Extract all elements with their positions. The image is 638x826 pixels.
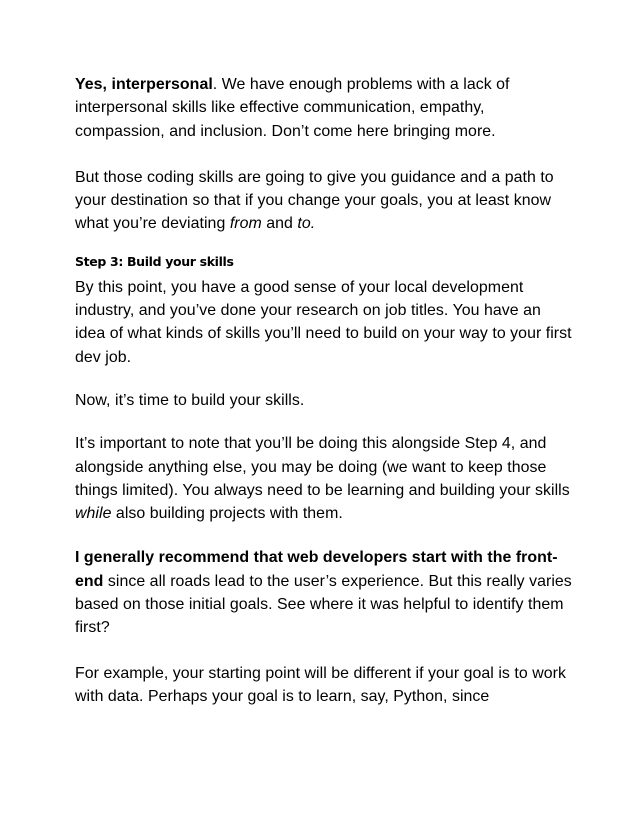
emphasis-to: to. — [297, 215, 316, 233]
paragraph-front-end-recommendation — [75, 546, 575, 639]
paragraph-front-end-bold: I generally recommend that web developers start with the front-end — [75, 549, 558, 590]
paragraph-for-example: For example, your starting point will be different if your goal is to work with data. Perhaps your goal is to learn, say, Python, since — [75, 664, 566, 705]
paragraph-interpersonal — [75, 73, 575, 143]
paragraph-by-this-point: By this point, you have a good sense of your local development industry, and you’ve done your research on job titles. You have an idea of what kinds of skills you’ll need to build on your way to your first dev job. — [75, 278, 572, 366]
paragraph-coding-skills — [75, 166, 575, 236]
section-heading-step-3: Step 3: Build your skills — [75, 253, 234, 269]
paragraph-alongside-step-4-end: also building projects with them. — [111, 505, 343, 523]
paragraph-time-to-build: Now, it’s time to build your skills. — [75, 391, 305, 409]
document-page — [75, 73, 575, 708]
paragraph-interpersonal-text: . We have enough problems with a lack of interpersonal skills like effective communication, empathy, compassion, and inclusion. Don’t come here bringing more. — [75, 76, 510, 140]
paragraph-alongside-step-4 — [75, 432, 575, 525]
paragraph-coding-skills-text: But those coding skills are going to give you guidance and a path to your destination so that if you change your goals, you at least know what you’re deviating — [75, 168, 554, 233]
emphasis-from: from — [229, 215, 262, 233]
paragraph-interpersonal-bold: Yes, interpersonal — [75, 76, 213, 93]
paragraph-coding-skills-and: and — [261, 215, 298, 233]
paragraph-alongside-step-4-text: It’s important to note that you’ll be doing this alongside Step 4, and alongside anything else, you may be doing (we want to keep those things limited). You always need to be learning and building your skills — [75, 435, 570, 499]
paragraph-front-end-text: since all roads lead to the user’s experience. But this really varies based on those initial goals. See where it was helpful to identify them first? — [75, 572, 572, 637]
emphasis-while: while — [75, 505, 112, 523]
